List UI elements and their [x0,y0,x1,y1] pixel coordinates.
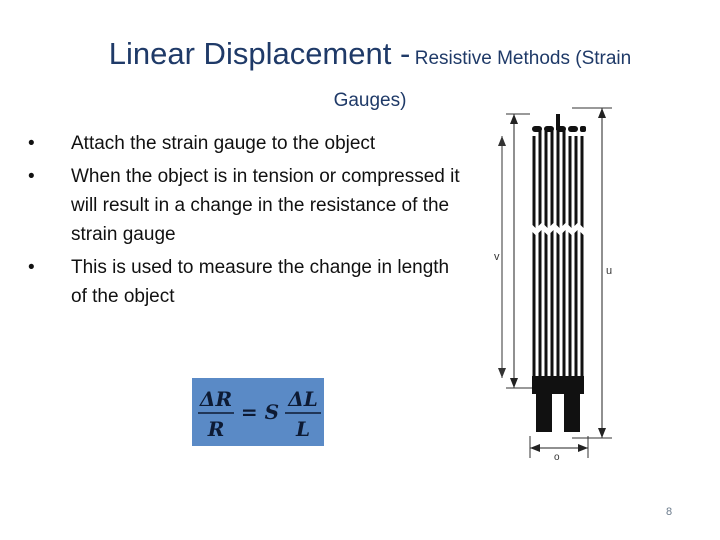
gauge-bottom-label: o [554,452,560,463]
bullet-icon: • [28,166,35,187]
bullet-item [28,162,468,249]
bullet-list [28,129,468,315]
bullet-icon: • [28,133,35,154]
bullet-item [28,253,468,311]
gauge-right-label: u [606,265,613,277]
title-main: Linear Displacement - [108,36,411,71]
strain-gauge-diagram [480,96,630,464]
formula-equals-s: = S [240,400,280,424]
title-sub: Resistive Methods (Strain [414,48,632,69]
gauge-side-label: v [494,251,500,263]
title-sub-line2: Gauges) [333,90,407,111]
bullet-text: Attach the strain gauge to the object [71,133,376,154]
page-number: 8 [666,506,673,518]
bullet-icon: • [28,257,35,278]
formula-rhs-denominator: L [295,417,311,441]
formula-lhs-numerator: ΔR [199,387,233,411]
gauge-factor-formula [192,378,324,446]
formula-rhs-numerator: ΔL [288,387,318,411]
formula-lhs-denominator: R [207,417,225,441]
bullet-text: When the object is in tension or compressed it will result in a change in the resistance of the strain gauge [71,166,460,245]
bullet-item [28,129,468,158]
bullet-text: This is used to measure the change in length of the object [71,257,450,307]
